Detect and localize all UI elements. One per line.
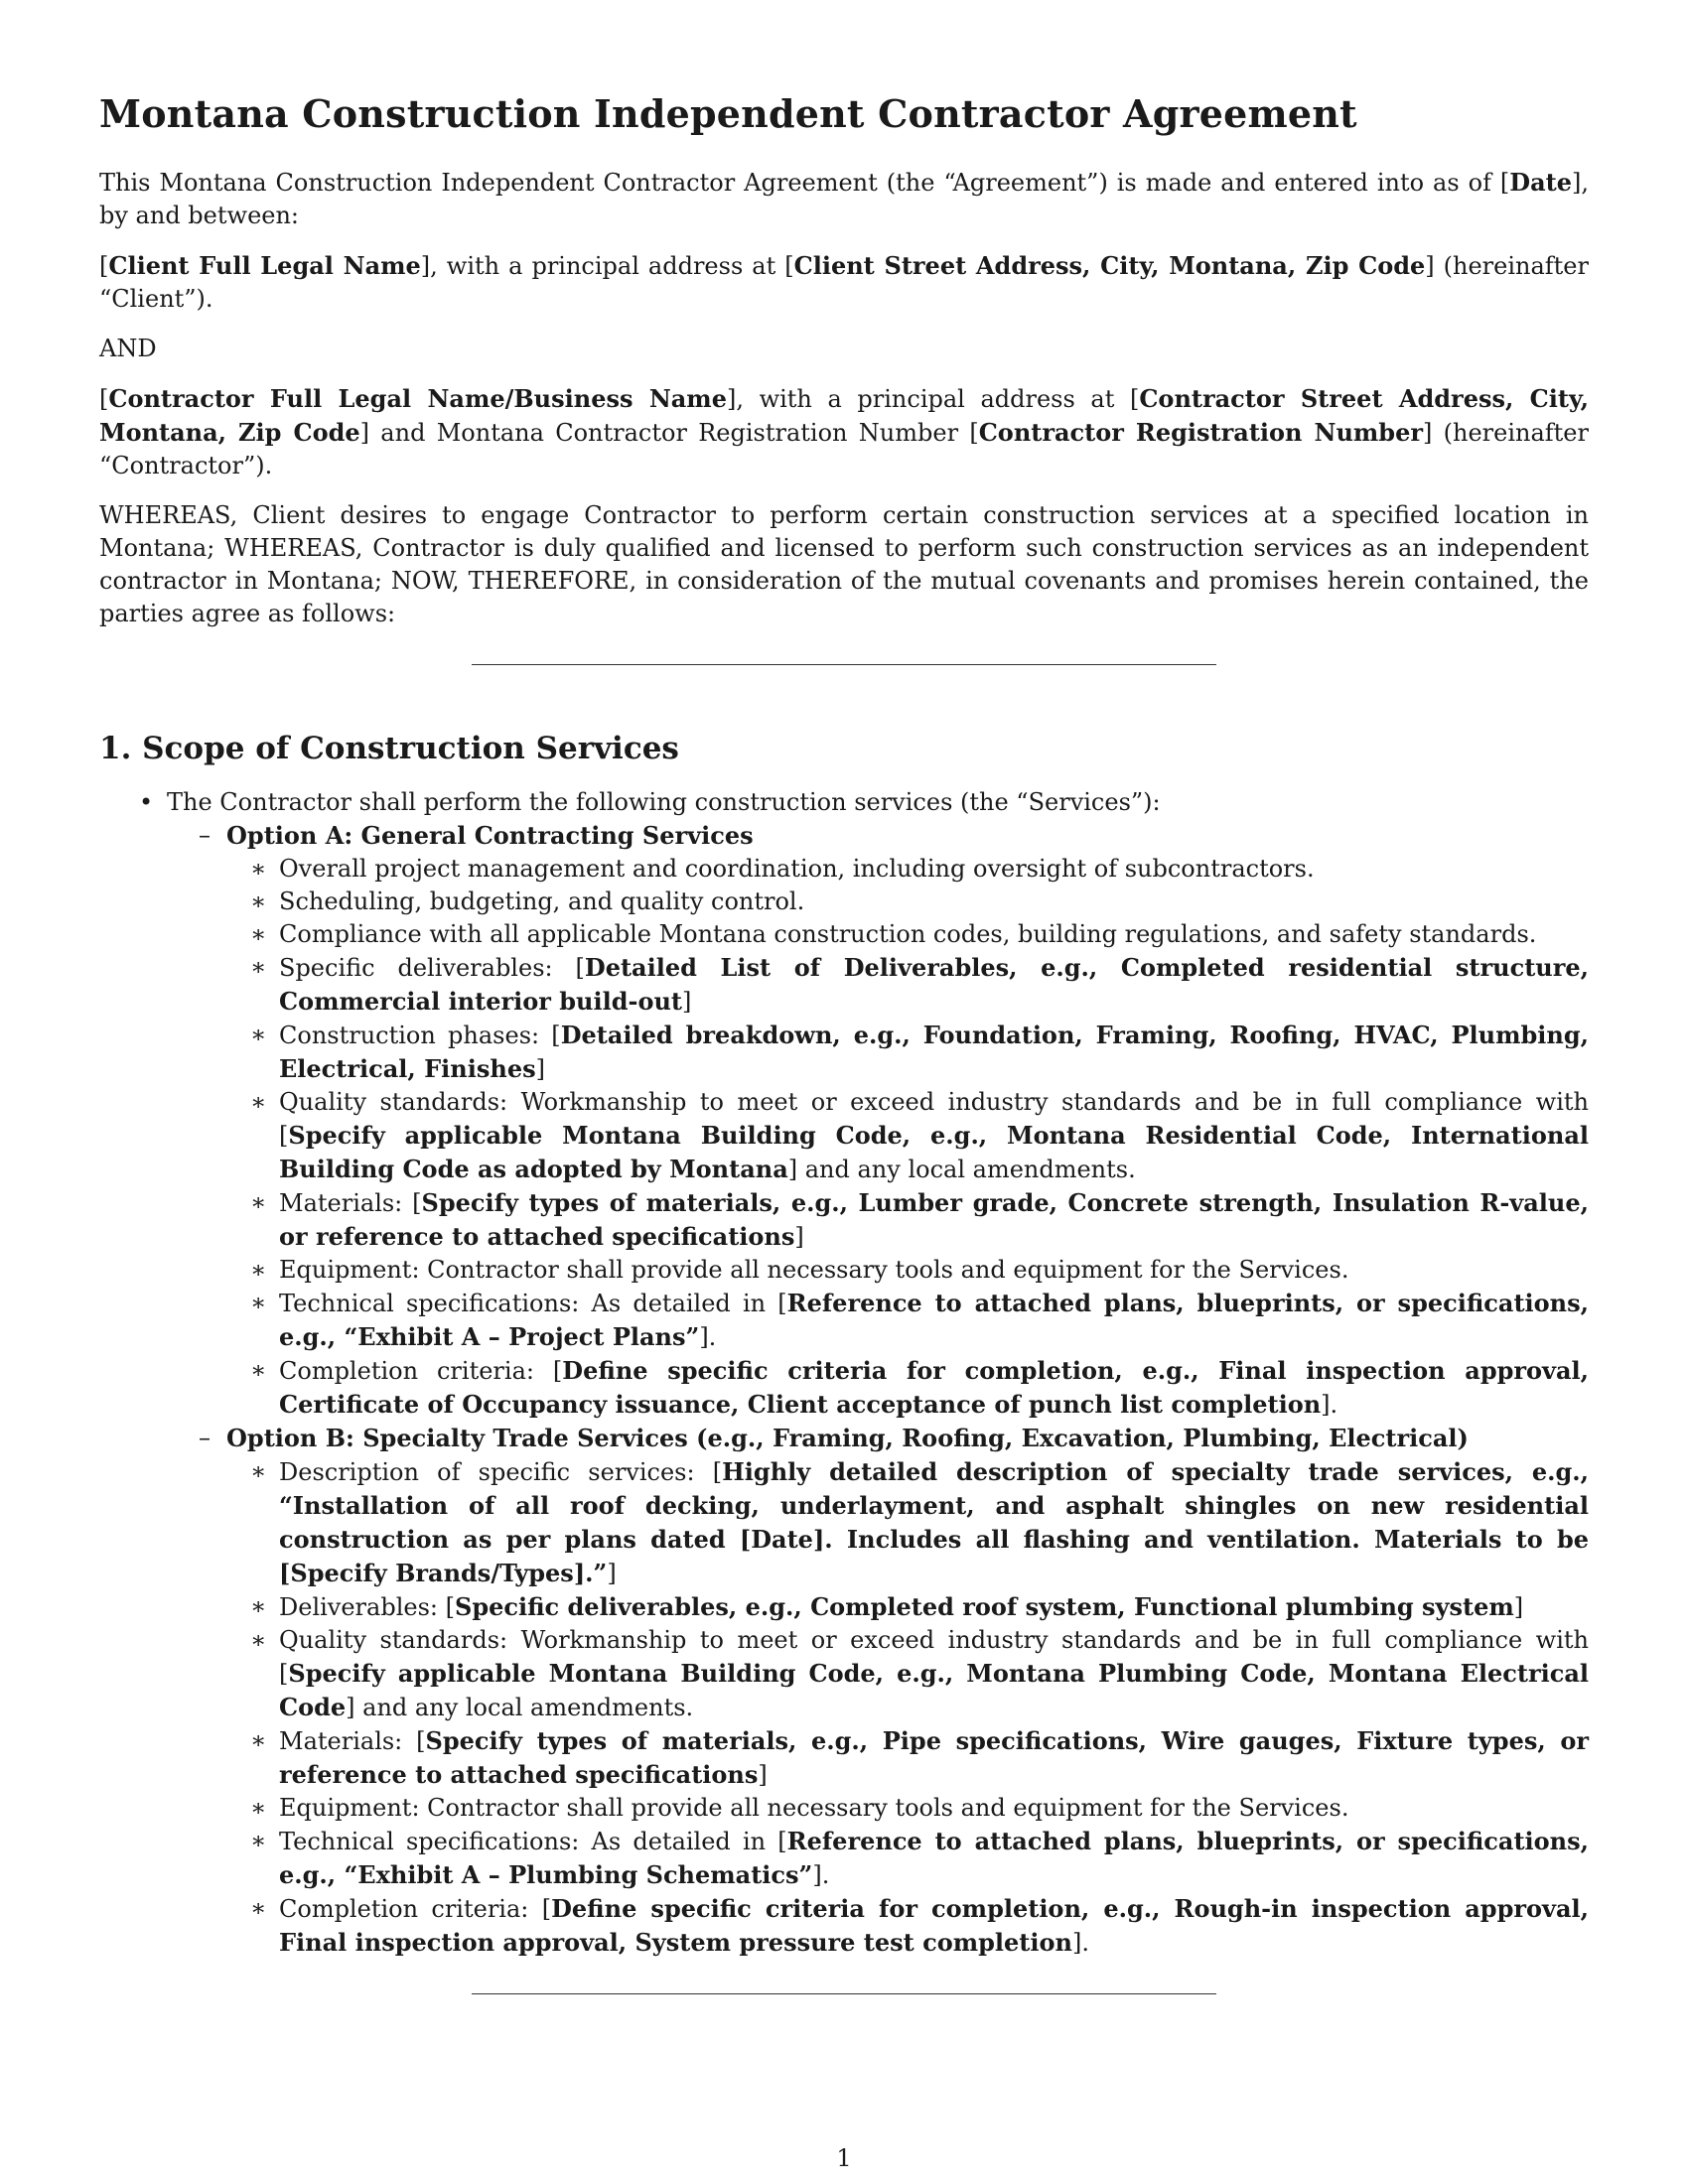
section-1-heading: 1. Scope of Construction Services	[99, 731, 679, 766]
list-item: ∗ Quality standards: Workmanship to meet or exceed industry standards and be in full compliance with [Specify applicable Montana Building Code, e.g., Montana Plumbing Code, Montana Electrical Code] and any local amendments.	[279, 1624, 1589, 1724]
placeholder-contractor-address: Contractor Street Address, City, Montana, Zip Code	[99, 384, 1589, 447]
placeholder-date: Date	[1509, 168, 1572, 197]
placeholder-client-name: Client Full Legal Name	[108, 251, 421, 280]
page-number: 1	[836, 2144, 852, 2172]
list-item: ∗ Quality standards: Workmanship to meet or exceed industry standards and be in full compliance with [Specify applicable Montana Building Code, e.g., Montana Residential Code, International Building Code as adopted by Montana] and any local amendments.	[279, 1086, 1589, 1186]
list-item: ∗ Compliance with all applicable Montana construction codes, building regulations, and safety standards.	[279, 918, 1589, 951]
option-b-items	[226, 1455, 1589, 1960]
page-title: Montana Construction Independent Contractor Agreement	[99, 91, 1357, 136]
contractor-paragraph: [Contractor Full Legal Name/Business Name], with a principal address at [Contractor Street Address, City, Montana, Zip Code] and Montana Contractor Registration Number [Contractor Registration Number] (hereinafter “Contractor”).	[99, 384, 1589, 479]
list-item: ∗ Specific deliverables: [Detailed List of Deliverables, e.g., Completed residential structure, Commercial interior build-out]	[279, 951, 1589, 1019]
list-item: ∗ Construction phases: [Detailed breakdown, e.g., Foundation, Framing, Roofing, HVAC, Plumbing, Electrical, Finishes]	[279, 1019, 1589, 1086]
options-list	[167, 819, 1589, 1960]
divider	[472, 664, 1216, 665]
list-item: ∗ Materials: [Specify types of materials, e.g., Pipe specifications, Wire gauges, Fixture types, or reference to attached specifications]	[279, 1724, 1589, 1792]
placeholder-client-address: Client Street Address, City, Montana, Zip Code	[793, 251, 1426, 280]
services-list	[99, 786, 1589, 1960]
list-item: ∗ Overall project management and coordination, including oversight of subcontractors.	[279, 853, 1589, 886]
document-page	[99, 79, 1589, 2030]
list-item: ∗ Equipment: Contractor shall provide all necessary tools and equipment for the Services.	[279, 1792, 1589, 1825]
list-item: ∗ Completion criteria: [Define specific criteria for completion, e.g., Final inspection approval, Certificate of Occupancy issuance, Client acceptance of punch list completion].	[279, 1354, 1589, 1422]
divider	[472, 1993, 1216, 1994]
placeholder-registration-number: Contractor Registration Number	[978, 418, 1423, 447]
option-a: – Option A: General Contracting Services ∗ Overall project management and coordination, including oversight of subcontractors. ∗ Scheduling, budgeting, and quality control. ∗ Compliance with all applicable Montana construction codes, building regulations, and safety standards. ∗ Specific deliverables: [Detailed List of Deliverables, e.g., Completed residential structure, Commercial interior build-out] ∗ Construction phases: [Detailed breakdown, e.g., Foundation, Framing, Roofing, HVAC, Plumbing, Electrical, Finishes] ∗ Quality standards: Workmanship to meet or exceed industry standards and be in full compliance with [Specify applicable Montana Building Code, e.g., Montana Residential Code, International Building Code as adopted by Montana] and any local amendments. ∗ Materials: [Specify types of materials, e.g., Lumber grade, Concrete strength, Insulation R-value, or reference to attached specifications] ∗ Equipment: Contractor shall provide all necessary tools and equipment for the Services. ∗ Technical specifications: As detailed in [Reference to attached plans, blueprints, or specifications, e.g., “Exhibit A – Project Plans”]. ∗ Completion criteria: [Define specific criteria for completion, e.g., Final inspection approval, Certificate of Occupancy issuance, Client acceptance of punch list completion].	[226, 819, 1589, 1422]
list-item: ∗ Materials: [Specify types of materials, e.g., Lumber grade, Concrete strength, Insulation R-value, or reference to attached specifications]	[279, 1186, 1589, 1254]
option-a-items	[226, 853, 1589, 1422]
placeholder-contractor-name: Contractor Full Legal Name/Business Name	[108, 384, 727, 413]
intro-paragraph: This Montana Construction Independent Contractor Agreement (the “Agreement”) is made and entered into as of [Date], by and between:	[99, 168, 1589, 229]
list-item: ∗ Scheduling, budgeting, and quality control.	[279, 886, 1589, 918]
list-item: ∗ Completion criteria: [Define specific criteria for completion, e.g., Rough-in inspection approval, Final inspection approval, System pressure test completion].	[279, 1892, 1589, 1960]
and-paragraph: AND	[99, 335, 157, 362]
option-b: – Option B: Specialty Trade Services (e.g., Framing, Roofing, Excavation, Plumbing, Electrical) ∗ Description of specific services: [Highly detailed description of specialty trade services, e.g., “Installation of all roof decking, underlayment, and asphalt shingles on new residential construction as per plans dated [Date]. Includes all flashing and ventilation. Materials to be [Specify Brands/Types].”] ∗ Deliverables: [Specific deliverables, e.g., Completed roof system, Functional plumbing system] ∗ Quality standards: Workmanship to meet or exceed industry standards and be in full compliance with [Specify applicable Montana Building Code, e.g., Montana Plumbing Code, Montana Electrical Code] and any local amendments. ∗ Materials: [Specify types of materials, e.g., Pipe specifications, Wire gauges, Fixture types, or reference to attached specifications] ∗ Equipment: Contractor shall provide all necessary tools and equipment for the Services. ∗ Technical specifications: As detailed in [Reference to attached plans, blueprints, or specifications, e.g., “Exhibit A – Plumbing Schematics”]. ∗ Completion criteria: [Define specific criteria for completion, e.g., Rough-in inspection approval, Final inspection approval, System pressure test completion].	[226, 1422, 1589, 1960]
list-item: ∗ Description of specific services: [Highly detailed description of specialty trade services, e.g., “Installation of all roof decking, underlayment, and asphalt shingles on new residential construction as per plans dated [Date]. Includes all flashing and ventilation. Materials to be [Specify Brands/Types].”]	[279, 1455, 1589, 1590]
list-item: ∗ Equipment: Contractor shall provide all necessary tools and equipment for the Services.	[279, 1254, 1589, 1287]
list-item: ∗ Deliverables: [Specific deliverables, e.g., Completed roof system, Functional plumbing system]	[279, 1590, 1589, 1624]
list-item: ∗ Technical specifications: As detailed in [Reference to attached plans, blueprints, or specifications, e.g., “Exhibit A – Project Plans”].	[279, 1287, 1589, 1354]
client-paragraph: [Client Full Legal Name], with a principal address at [Client Street Address, City, Montana, Zip Code] (hereinafter “Client”).	[99, 251, 1589, 313]
whereas-paragraph: WHEREAS, Client desires to engage Contractor to perform certain construction services at a specified location in Montana; WHEREAS, Contractor is duly qualified and licensed to perform such construction services as an independent contractor in Montana; NOW, THEREFORE, in consideration of the mutual covenants and promises herein contained, the parties agree as follows:	[99, 501, 1589, 627]
list-item: ∗ Technical specifications: As detailed in [Reference to attached plans, blueprints, or specifications, e.g., “Exhibit A – Plumbing Schematics”].	[279, 1825, 1589, 1892]
list-item: • The Contractor shall perform the following construction services (the “Services”): – Option A: General Contracting Services ∗ Overall project management and coordination, including oversight of subcontractors. ∗ Scheduling, budgeting, and quality control. ∗ Compliance with all applicable Montana construction codes, building regulations, and safety standards. ∗ Specific deliverables: [Detailed List of Deliverables, e.g., Completed residential structure, Commercial interior build-out] ∗ Construction phases: [Detailed breakdown, e.g., Foundation, Framing, Roofing, HVAC, Plumbing, Electrical, Finishes] ∗ Quality standards: Workmanship to meet or exceed industry standards and be in full compliance with [Specify applicable Montana Building Code, e.g., Montana Residential Code, International Building Code as adopted by Montana] and any local amendments. ∗ Materials: [Specify types of materials, e.g., Lumber grade, Concrete strength, Insulation R-value, or reference to attached specifications] ∗ Equipment: Contractor shall provide all necessary tools and equipment for the Services. ∗ Technical specifications: As detailed in [Reference to attached plans, blueprints, or specifications, e.g., “Exhibit A – Project Plans”]. ∗ Completion criteria: [Define specific criteria for completion, e.g., Final inspection approval, Certificate of Occupancy issuance, Client acceptance of punch list completion]. – Option B: Specialty Trade Services (e.g., Framing, Roofing, Excavation, Plumbing, Electrical) ∗ Description of specific services: [Highly detailed description of specialty trade services, e.g., “Installation of all roof decking, underlayment, and asphalt shingles on new residential construction as per plans dated [Date]. Includes all flashing and ventilation. Materials to be [Specify Brands/Types].”] ∗ Deliverables: [Specific deliverables, e.g., Completed roof system, Functional plumbing system] ∗ Quality standards: Workmanship to meet or exceed industry standards and be in full compliance with [Specify applicable Montana Building Code, e.g., Montana Plumbing Code, Montana Electrical Code] and any local amendments. ∗ Materials: [Specify types of materials, e.g., Pipe specifications, Wire gauges, Fixture types, or reference to attached specifications] ∗ Equipment: Contractor shall provide all necessary tools and equipment for the Services. ∗ Technical specifications: As detailed in [Reference to attached plans, blueprints, or specifications, e.g., “Exhibit A – Plumbing Schematics”]. ∗ Completion criteria: [Define specific criteria for completion, e.g., Rough-in inspection approval, Final inspection approval, System pressure test completion].	[167, 786, 1589, 1960]
